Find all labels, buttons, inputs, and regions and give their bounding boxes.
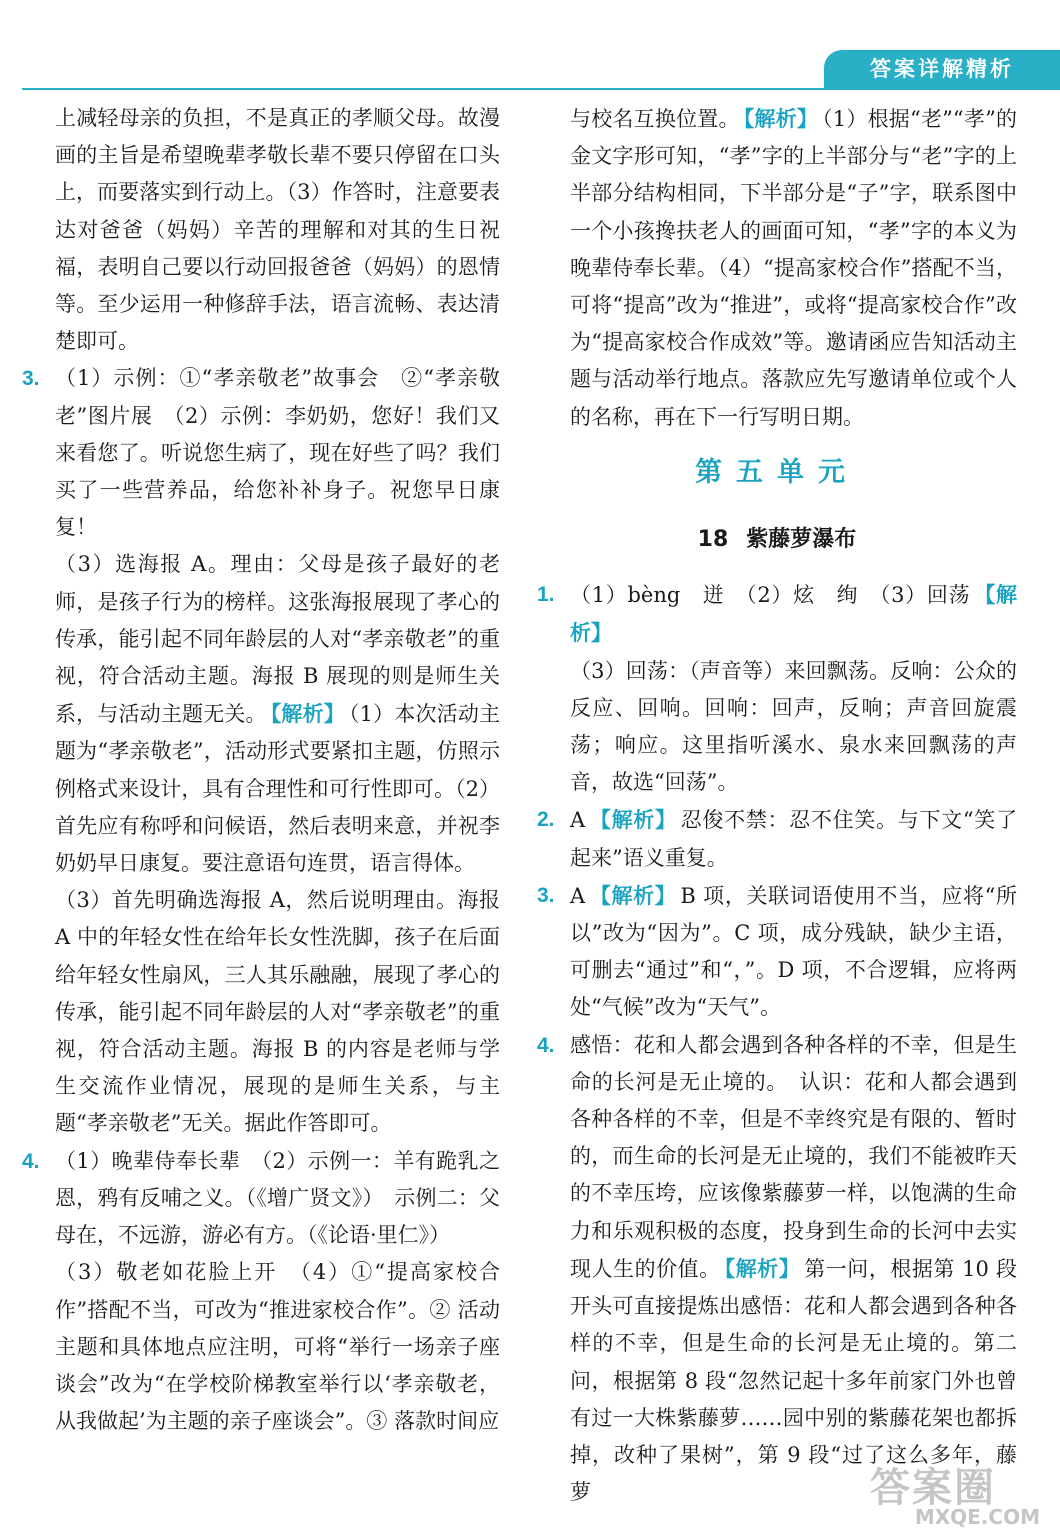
answer-text: （3）敬老如花脸上开 （4）①“提高家校合作”搭配不当，可改为“推进家校合作”。② 活动主题和具体地点应注明，可将“举行一场亲子座谈会”改为“在学校阶梯教室举行以‘孝亲敬老，从我做起’为主题的亲子座谈会”。③ 落款时间应 — [55, 1260, 500, 1434]
lesson-number: 18 — [697, 527, 729, 553]
question-3: 3. A 【解析】 B 项，关联词语使用不当，应将“所以”改为“因为”。C 项，成分残缺，缺少主语，可删去“通过”和“，”。D 项，不合逻辑，应将两处“气候”改为“天气”。 — [537, 877, 1017, 1027]
watermark-url: MXQE.COM — [914, 1505, 1040, 1529]
question-number: 4. — [537, 1033, 555, 1057]
watermark-text: 答案圈 — [870, 1465, 996, 1511]
question-4 — [22, 1143, 500, 1441]
question-number: 2. — [537, 808, 555, 832]
answer-text: （1）晚辈侍奉长辈 （2）示例一：羊有跪乳之恩，鸦有反哺之义。（《增广贤文》） 示例二：父母在，不远游，游必有方。（《论语·里仁》） — [55, 1148, 500, 1248]
analysis-text: （1）本次活动主题为“孝亲敬老”，活动形式要紧扣主题，仿照示例格式来设计，具有合理性和可行性即可。（2）首先应有称呼和问候语，然后表明来意，并祝李奶奶早日康复。要注意语句连贯，语言得体。 — [55, 702, 501, 876]
continuation-paragraph: 与校名互换位置。 【解析】 （1）根据“老”“孝”的金文字形可知，“孝”字的上半部分与“老”字的上半部分结构相同，下半部分是“子”字，联系图中一个小孩搀扶老人的画面可知，“孝”字的本义为晚辈侍奉长辈。（4）“提高家校合作”搭配不当，可将“提高”改为“推进”，或将“提高家校合作”改为“提高家校合作成效”等。邀请函应告知活动主题与活动举行地点。落款应先写邀请单位或个人的名称，再在下一行写明日期。 — [570, 106, 1018, 429]
question-4: 4. 感悟：花和人都会遇到各种各样的不幸，但是生命的长河是无止境的。 认识：花和人都会遇到各种各样的不幸，但是不幸终究是有限的、暂时的，而生命的长河是无止境的，我们不能被昨天的不幸压垮，应该像紫藤萝一样，以饱满的生命力和乐观积极的态度，投身到生命的长河中去实现人生的价值。 【解析】 第一问，根据第 10 段开头可直接提炼出感悟：花和人都会遇到各种各样的不幸，但是生命的长河是无止境的。第二问，根据第 8 段“忽然记起十多年前家门外也曾有过一大株紫藤萝……园中别的紫藤花架也都拆掉，改种了果树”，第 9 段“过了这么多年，藤萝 — [537, 1027, 1017, 1512]
answer-text: （1）示例：①“孝亲敬老”故事会 ②“孝亲敬老”图片展 （2）示例：李奶奶，您好！我们又来看您了。听说您生病了，现在好些了吗？我们买了一些营养品，给您补补身子。祝您早日康复！ — [55, 366, 500, 540]
analysis-text: （3）首先明确选海报 A，然后说明理由。海报 A 中的年轻女性在给年长女性洗脚，孩子在后面给年轻女性扇风，三人其乐融融，展现了孝心的传承，能引起不同年龄层的人对“孝亲敬老”的重视，符合活动主题。海报 B 的内容是老师与学生交流作业情况，展现的是师生关系，与主题“孝亲敬老”无关。据此作答即可。 — [55, 888, 500, 1136]
analysis-label: 【解析】 — [724, 1255, 801, 1281]
analysis-label: 【解析】 — [589, 807, 677, 833]
unit-heading: 第五单元 — [695, 456, 859, 488]
right-column — [537, 100, 1017, 1511]
question-number: 3. — [537, 883, 555, 907]
answer-text: （3）选海报 A。理由：父母是孩子最好的老师，是孩子行为的榜样。这张海报展现了孝心的传承，能引起不同年龄层的人对“孝亲敬老”的重视，符合活动主题。海报 B 展现的则是师生关系，与活动主题无关。 — [55, 552, 500, 727]
lesson-heading — [537, 521, 1017, 558]
question-3 — [22, 360, 500, 1142]
analysis-label: 【解析】 — [270, 701, 345, 727]
question-number: 1. — [537, 583, 555, 607]
question-2: 2. A 【解析】 忍俊不禁：忍不住笑。与下文“笑了起来”语义重复。 — [537, 801, 1017, 876]
continuation-paragraph: 上减轻母亲的负担，不是真正的孝顺父母。故漫画的主旨是希望晚辈孝敬长辈不要只停留在口头上，而要落实到行动上。（3）作答时，注意要表达对爸爸（妈妈）辛苦的理解和对其的生日祝福，表明自己要以行动回报爸爸（妈妈）的恩情等。至少运用一种修辞手法，语言流畅、表达清楚即可。 — [55, 106, 500, 354]
question-number: 3. — [22, 367, 40, 391]
header-divider — [22, 88, 1060, 90]
left-column — [22, 100, 500, 1440]
watermark-logo — [870, 1456, 1040, 1529]
analysis-label: 【解析】 — [589, 882, 677, 908]
header-title: 答案详解精析 — [870, 57, 1014, 81]
analysis-label: 【解析】 — [570, 582, 1018, 646]
analysis-label: 【解析】 — [743, 106, 819, 131]
header-tab — [824, 50, 1060, 88]
lesson-title: 紫藤萝瀑布 — [746, 527, 857, 553]
question-number: 4. — [22, 1149, 40, 1173]
question-1: 1. （1）bèng 迸 （2）炫 绚 （3）回荡 【解析】 （3）回荡：（声音等）来回飘荡。反响：公众的反应、回响。回响：回声，反响；声音回旋震荡；响应。这里指听溪水、泉水来回飘荡的声音，故选“回荡”。 — [537, 576, 1017, 801]
